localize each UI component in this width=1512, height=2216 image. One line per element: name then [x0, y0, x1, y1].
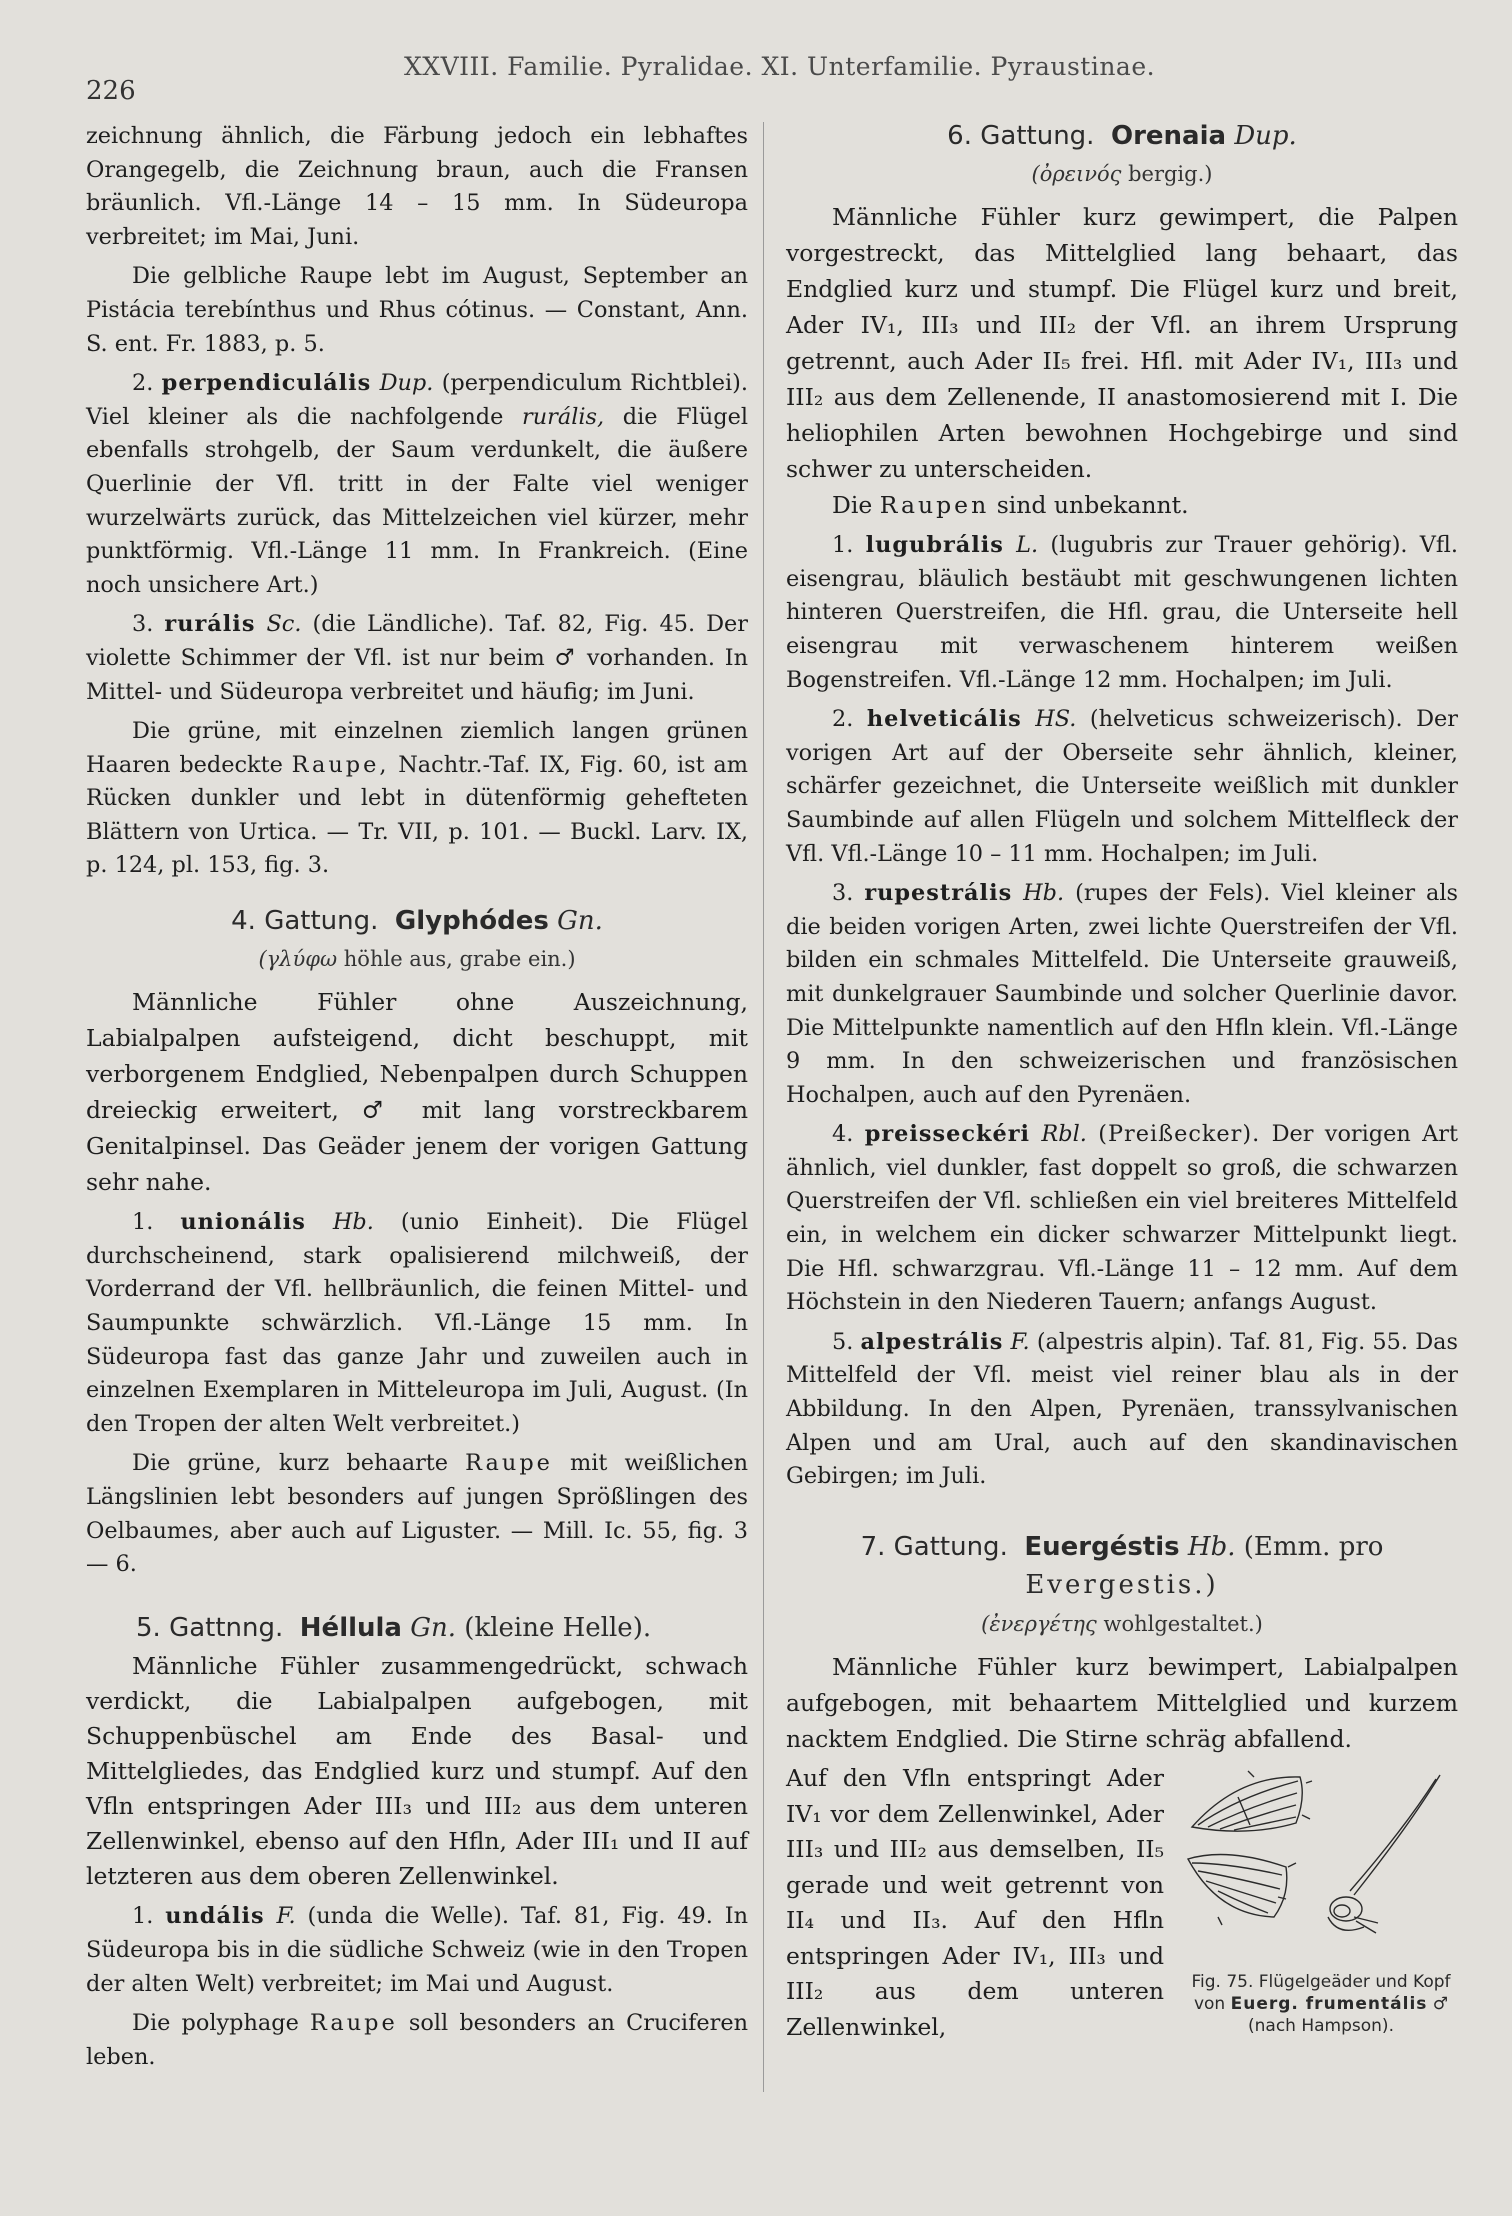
- species-name: rupestrális: [864, 880, 1013, 907]
- species-entry: 2. helveticális HS. (helveticus schweizerisch). Der vorigen Art auf der Oberseite sehr ähnlich, kleiner, schärfer gezeichnet, die Unterseite weißlich mit dunkler Saumbinde auf allen Flügeln und solchem Mittelfleck der Vfl. Vfl.-Länge 10 – 11 mm. Hochalpen; im Juli.: [786, 706, 1459, 867]
- species-name: perpendiculális: [161, 370, 372, 397]
- spaced-word: Raupe: [309, 2010, 398, 2037]
- page-number: 226: [86, 76, 136, 106]
- species-text: (perpendiculum Richtblei). Viel kleiner als die nachfolgende: [86, 370, 749, 430]
- paragraph: Die grüne, mit einzelnen ziemlich langen grünen Haaren bedeckte Raupe, Nachtr.-Taf. IX, Fig. 60, ist am Rücken dunkler und lebt in dütenförmig gehefteten Blättern von Urtica. — Tr. VII, p. 101. — Buckl. Larv. IX, p. 124, pl. 153, fig. 3.: [86, 718, 748, 879]
- species-entry: 1. lugubrális L. (lugubris zur Trauer gehörig). Vfl. eisengrau, bläulich bestäubt mit geschwungenen lichten hinteren Querstreifen, die Hfl. grau, die Unterseite hell eisengrau mit verwaschenem hinterem weißen Bogenstreifen. Vfl.-Länge 12 mm. Hochalpen; im Juli.: [786, 532, 1458, 693]
- paragraph: Die Raupen sind unbekannt.: [832, 491, 1189, 520]
- species-name: unionális: [180, 1209, 306, 1236]
- genus-heading: 6. Gattung. Orenaia Dup.: [947, 121, 1297, 151]
- genus-name: Euergéstis: [1024, 1531, 1180, 1562]
- etymology: (ἐνεργέτης wohlgestaltet.): [981, 1611, 1263, 1636]
- species-name: helveticális: [866, 706, 1022, 733]
- paragraph: Die polyphage Raupe soll besonders an Cruciferen leben.: [86, 2010, 748, 2070]
- species-entry: [86, 608, 748, 709]
- species-author: Dup.: [379, 370, 434, 397]
- genus-name: Héllula: [299, 1612, 402, 1643]
- paragraph: Die grüne, kurz behaarte Raupe mit weißlichen Längslinien lebt besonders auf jungen Sprößlingen des Oelbaumes, aber auch auf Liguster. — Mill. Ic. 55, fig. 3 — 6.: [86, 1450, 748, 1578]
- genus-name: Glyphódes: [394, 906, 549, 937]
- wing-venation-figure: [1178, 1767, 1458, 2037]
- running-head: [86, 52, 1426, 106]
- column-rule: [763, 122, 764, 2092]
- species-entry: [86, 367, 748, 602]
- figure-block: [786, 1761, 1458, 2041]
- left-column: [86, 120, 748, 2080]
- species-name: undális: [165, 1903, 265, 1930]
- species-entry: 3. rupestrális Hb. (rupes der Fels). Viel kleiner als die beiden vorigen Arten, zwei lichte Querstreifen der Vfl. bilden ein schmales Mittelfeld. Die Unterseite grauweiß, mit dunkelgrauer Saumbinde und solcher Querlinie davor. Die Mittelpunkte namentlich auf den Hfln klein. Vfl.-Länge 9 mm. In den schweizerischen und französischen Hochalpen, auch auf den Pyrenäen.: [786, 880, 1458, 1108]
- running-title: XXVIII. Familie. Pyralidae. XI. Unterfamilie. Pyraustinae.: [404, 52, 1156, 81]
- figure-wrap-text: Auf den Vfln entspringt Ader IV₁ vor dem Zellenwinkel, Ader III₃ und III₂ aus demselben, II₅ gerade und weit getrennt von II₄ und II₃. Auf den Hfln entspringen Ader IV₁, III₃ und III₂ aus dem unteren Zellenwinkel,: [786, 1764, 1164, 2041]
- species-name: alpestrális: [860, 1328, 1004, 1355]
- species-entry: 1. unionális Hb. (unio Einheit). Die Flügel durchscheinend, stark opalisierend milchweiß, der Vorderrand der Vfl. hellbräunlich, die feinen Mittel- und Saumpunkte schwärzlich. Vfl.-Länge 15 mm. In Südeuropa fast das ganze Jahr und zuweilen auch in einzelnen Exemplaren in Mitteleuropa im Juli, August. (In den Tropen der alten Welt verbreitet.): [86, 1209, 748, 1437]
- genus-heading: 7. Gattung. Euergéstis Hb. (Emm. pro Evergestis.): [860, 1531, 1384, 1600]
- genus-heading: 4. Gattung. Glyphódes Gn.: [231, 906, 603, 937]
- species-name: rurális: [164, 611, 256, 638]
- genus-description: Männliche Fühler kurz bewimpert, Labialpalpen aufgebogen, mit behaartem Mittelglied und kurzem nacktem Endglied. Die Stirne schräg abfallend.: [786, 1653, 1458, 1754]
- paragraph: zeichnung ähnlich, die Färbung jedoch ein lebhaftes Orangegelb, die Zeichnung braun, auch die Fransen bräunlich. Vfl.-Länge 14 – 15 mm. In Südeuropa verbreitet; im Mai, Juni.: [86, 123, 748, 250]
- genus-heading: 5. Gattnng. Héllula Gn. (kleine Helle).: [136, 1612, 652, 1643]
- species-name: lugubrális: [865, 532, 1004, 559]
- etymology: (γλύφω höhle aus, grabe ein.): [258, 946, 576, 971]
- species-number: 2.: [132, 370, 154, 397]
- wing-venation-illustration: [1178, 1767, 1458, 1967]
- etymology: (ὀρεινός bergig.): [1031, 161, 1213, 186]
- species-ref: rurális,: [522, 403, 605, 430]
- paragraph: Die gelbliche Raupe lebt im August, September an Pistácia terebínthus und Rhus cótinus. — Constant, Ann. S. ent. Fr. 1883, p. 5.: [86, 263, 748, 357]
- species-text: die Flügel ebenfalls strohgelb, der Saum verdunkelt, die äußere Querlinie der Vfl. tritt in der Falte viel weniger wurzelwärts zurück, das Mittelzeichen viel kürzer, mehr punktförmig. Vfl.-Länge 11 mm. In Frankreich. (Eine noch unsichere Art.): [86, 403, 749, 598]
- genus-description: Männliche Fühler kurz gewimpert, die Palpen vorgestreckt, das Mittelglied lang behaart, das Endglied kurz und stumpf. Die Flügel kurz und breit, Ader IV₁, III₃ und III₂ der Vfl. an ihrem Ursprung getrennt, auch Ader II₅ frei. Hfl. mit Ader IV₁, III₃ und III₂ aus dem Zellenende, II anastomosierend mit I. Die heliophilen Arten bewohnen Hochgebirge und sind schwer zu unterscheiden.: [786, 203, 1458, 484]
- species-entry: 1. undális F. (unda die Welle). Taf. 81, Fig. 49. In Südeuropa bis in die südliche Schweiz (wie in den Tropen der alten Welt) verbreitet; im Mai und August.: [86, 1903, 749, 1997]
- species-text: (die Ländliche). Taf. 82, Fig. 45. Der violette Schimmer der Vfl. ist nur beim ♂ vorhanden. In Mittel- und Südeuropa verbreitet und häufig; im Juni.: [86, 611, 748, 705]
- figure-caption: Fig. 75. Flügelgeäder und Kopf von Euerg. frumentális ♂ (nach Hampson).: [1191, 1972, 1451, 2037]
- spaced-word: Raupe: [465, 1450, 553, 1477]
- spaced-word: Raupen: [879, 491, 990, 520]
- species-entry: 5. alpestrális F. (alpestris alpin). Taf. 81, Fig. 55. Das Mittelfeld der Vfl. meist viel reiner blau als in der Abbildung. In den Alpen, Pyrenäen, transsylvanischen Alpen und am Ural, auch auf den skandinavischen Gebirgen; im Juli.: [786, 1328, 1458, 1490]
- genus-name: Orenaia: [1110, 121, 1227, 151]
- species-number: 3.: [132, 611, 154, 638]
- genus-description: Männliche Fühler ohne Auszeichnung, Labialpalpen aufsteigend, dicht beschuppt, mit verborgenem Endglied, Nebenpalpen durch Schuppen dreieckig erweitert, ♂ mit lang vorstreckbarem Genitalpinsel. Das Geäder jenem der vorigen Gattung sehr nahe.: [86, 988, 748, 1197]
- right-column: [786, 120, 1459, 2041]
- species-name: preisseckéri: [864, 1121, 1031, 1148]
- spaced-word: Raupe,: [291, 751, 390, 778]
- species-entry: 4. preisseckéri Rbl. (Preißecker). Der vorigen Art ähnlich, viel dunkler, fast doppelt so groß, die schwarzen Querstreifen der Vfl. schließen ein viel breiteres Mittelfeld ein, in welchem ein dicker schwarzer Mittelpunkt liegt. Die Hfl. schwarzgrau. Vfl.-Länge 11 – 12 mm. Auf dem Höchstein in den Niederen Tauern; anfangs August.: [786, 1121, 1458, 1316]
- species-author: Sc.: [266, 611, 302, 638]
- genus-description: Männliche Fühler zusammengedrückt, schwach verdickt, die Labialpalpen aufgebogen, mit Schuppenbüschel am Ende des Basal- und Mittelgliedes, das Endglied kurz und stumpf. Auf den Vfln entspringen Ader III₃ und III₂ aus dem unteren Zellenwinkel, ebenso auf den Hfln, Ader III₁ und II auf letzteren aus dem oberen Zellenwinkel.: [86, 1652, 748, 1891]
